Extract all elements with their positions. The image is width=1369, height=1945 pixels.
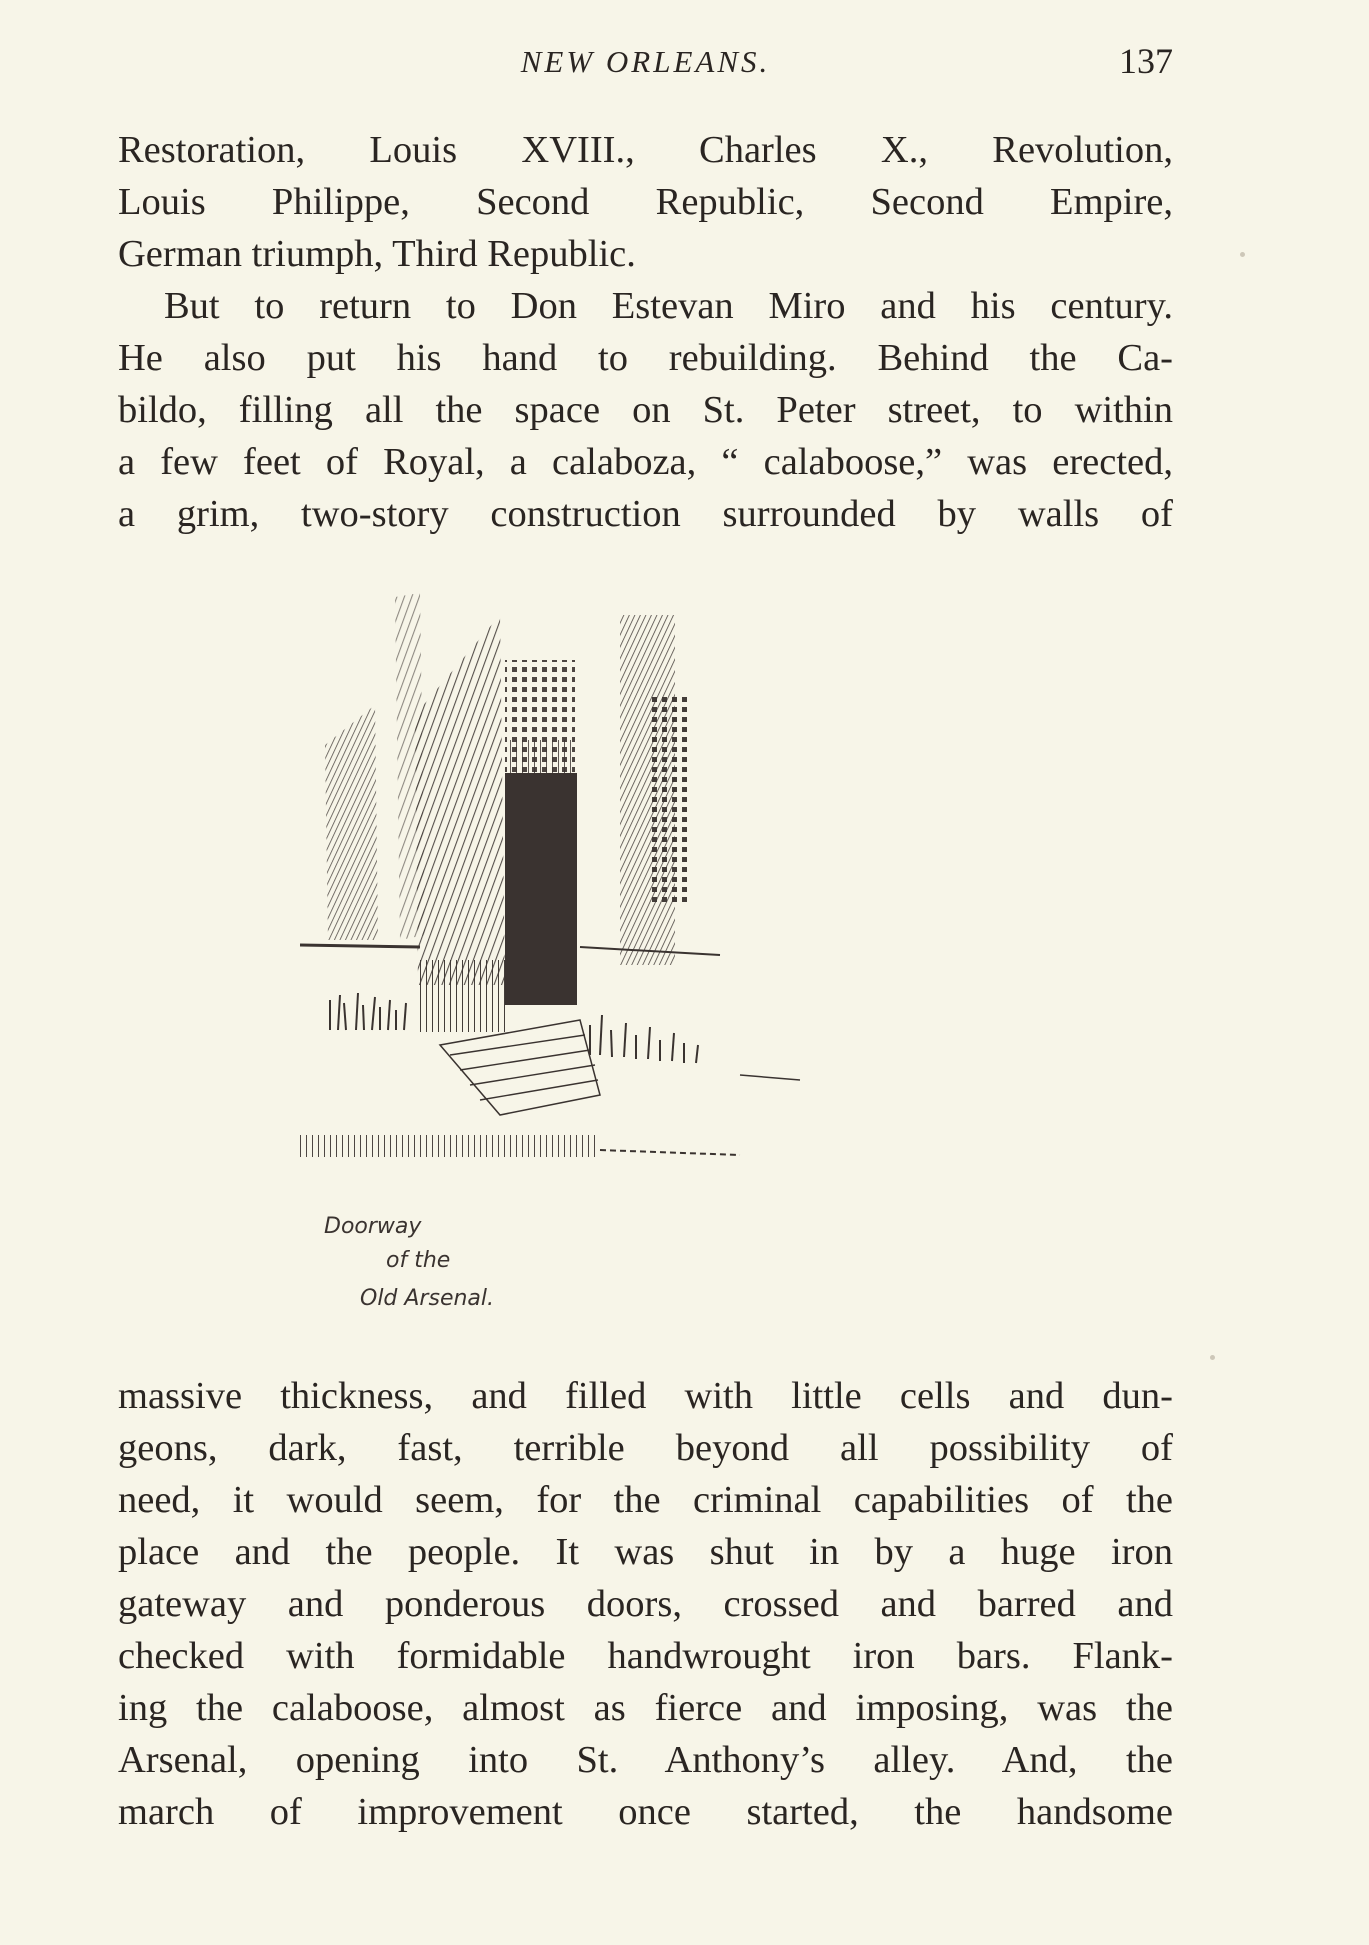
- ground-stripe: [300, 1135, 600, 1157]
- text-line: place and the people. It was shut in by a huge iron: [118, 1531, 1173, 1573]
- doorway-dark: [505, 775, 577, 1005]
- text-line: bildo, filling all the space on St. Peter street, to within: [118, 389, 1173, 431]
- text-line: German triumph, Third Republic.: [118, 233, 636, 275]
- text-line: Arsenal, opening into St. Anthony’s alley. And, the: [118, 1739, 1173, 1781]
- text-line: gateway and ponderous doors, crossed and barred and: [118, 1583, 1173, 1625]
- doorway-illustration: [300, 575, 1020, 1335]
- right-lattice: [650, 695, 690, 905]
- text-line: checked with formidable handwrought iron bars. Flank-: [118, 1635, 1173, 1677]
- text-line: Louis Philippe, Second Republic, Second Empire,: [118, 181, 1173, 223]
- caption-line: of the: [386, 1248, 451, 1273]
- paper-speck: [1240, 252, 1245, 257]
- paragraph-continued: [118, 1370, 1173, 1838]
- text-line: a grim, two-story construction surrounded by walls of: [118, 493, 1173, 535]
- doorway-sketch: [300, 575, 1020, 1335]
- paper-speck: [1210, 1355, 1215, 1360]
- text-line: a few feet of Royal, a calaboza, “ calaboose,” was erected,: [118, 441, 1173, 483]
- running-head: [118, 41, 1173, 94]
- paragraph: [118, 280, 1173, 540]
- gate-fence: [420, 960, 510, 1032]
- text-line: need, it would seem, for the criminal capabilities of the: [118, 1479, 1173, 1521]
- text-line: ing the calaboose, almost as fierce and imposing, was the: [118, 1687, 1173, 1729]
- text-line: But to return to Don Estevan Miro and his century.: [164, 285, 1173, 327]
- paragraph-continued: [118, 124, 1173, 280]
- text-line: Restoration, Louis XVIII., Charles X., Revolution,: [118, 129, 1173, 171]
- text-line: march of improvement once started, the handsome: [118, 1791, 1173, 1833]
- running-title: NEW ORLEANS.: [520, 44, 771, 79]
- text-block-bottom: [118, 1370, 1173, 1838]
- illustration-caption: [324, 1214, 494, 1311]
- left-pillar-shadow: [325, 705, 378, 940]
- text-block-top: [118, 124, 1173, 540]
- text-line: massive thickness, and filled with little cells and dun-: [118, 1375, 1173, 1417]
- page-number: 137: [1119, 41, 1173, 81]
- text-line: He also put his hand to rebuilding. Behind the Ca-: [118, 337, 1173, 379]
- caption-line: Old Arsenal.: [360, 1286, 495, 1311]
- text-line: geons, dark, fast, terrible beyond all possibility of: [118, 1427, 1173, 1469]
- center-wall: [415, 615, 505, 985]
- caption-line: Doorway: [324, 1214, 422, 1239]
